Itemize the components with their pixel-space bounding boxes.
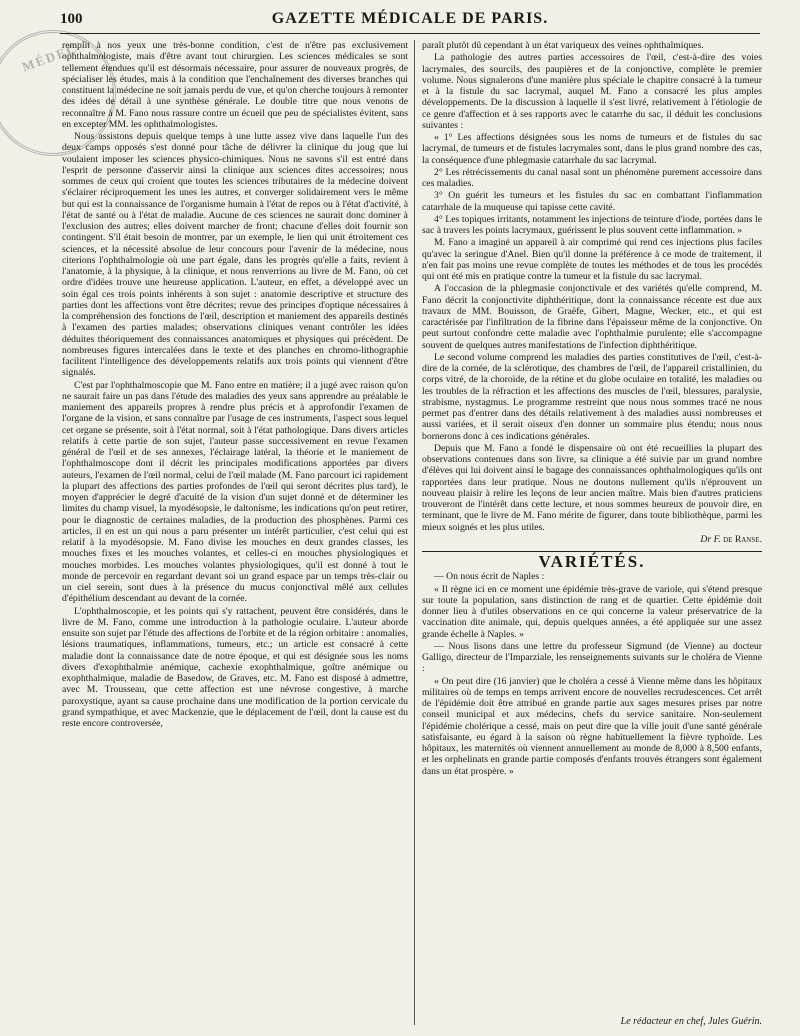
left-column [62, 40, 408, 729]
news-paragraph: « Il règne ici en ce moment une épidémie très-grave de variole, qui s'étend presque sur toute la population, sans distinction de rang et de quartier. Cette épidémie doit donner lieu à d'utiles observations en ce qui concerne la valeur préservatrice de la vaccination dite animale, qui, depuis quelques années, a été appliquée sur une assez grande échelle à Naples. » [422, 583, 762, 640]
stamp-text: MÉDEC [19, 40, 80, 75]
page-header [60, 10, 760, 32]
page-number: 100 [60, 11, 83, 27]
conclusion-4: 4° Les topiques irritants, notamment les injections de teinture d'iode, portées dans le sac à travers les points lacrymaux, guérissent le plus souvent cette inflammation. » [422, 213, 762, 236]
paragraph: remplit à nos yeux une très-bonne condition, c'est de n'être pas exclusivement ophthalmologiste, mais d'être avant tout chirurgien. Les sciences médicales se sont tellement étendues qu'il est désormais nécessaire, pour assurer de nouveaux progrès, de spécialiser les études, mais à la condition que l'enchaînement des diverses branches qui constituent la médecine ne soit jamais perdu de vue, et qu'on cherche toujours à remonter des idées de détail à une synthèse générale. Le double titre que nous venons de reconnaître à M. Fano nous rassure contre un écueil que peu de spécialistes évitent, sans en excepter MM. les ophthalmologistes. [62, 40, 408, 130]
paragraph: C'est par l'ophthalmoscopie que M. Fano entre en matière; il a jugé avec raison qu'on ne saurait faire un pas dans l'étude des maladies des yeux sans apprendre au préalable le maniement des appareils propres à rendre plus précis et à approfondir l'examen de l'organe de la vision, et sans connaître par l'usage de ces instruments, l'aspect sous lequel cet organe se présente, soit à l'état normal, soit à l'état pathologique. Dans divers articles relatifs à cette partie de son sujet, l'auteur passe successivement en revue l'examen général de l'œil et de ses annexes, l'éclairage latéral, la théorie et le maniement de l'ophthalmoscope dont il décrit les principales modifications apportées par divers auteurs, l'examen de l'œil normal, celui de l'œil malade (M. Fano parcourt ici rapidement la plupart des affections des parties profondes de l'œil qui seront décrites plus tard), le moyen d'apprécier le degré d'acuité de la vision d'un sujet donné et de déterminer les limites du champ visuel, la myodésopsie, le daltonisme, les indications qu'on peut retirer, pour le diagnostic de certaines maladies, de la production des phosphènes. Parmi ces articles, il en est un qui nous a paru présenter un intérêt particulier, c'est celui qui est relatif à la myodésopsie. M. Fano divise les mouches en deux grandes classes, les mouches fixes et les mouches volantes, et celles-ci en mouches physiologiques et mouches morbides. Les mouches volantes physiologiques, qu'il est donné à tout le monde de percevoir en regardant devant soi un grand espace par un temps très-clair ou un ciel serein, sont dues à la présence du mucus conjonctival mêlé aux cellules d'épithélium descendant au devant de la cornée. [62, 379, 408, 605]
news-paragraph: — On nous écrit de Naples : [434, 571, 545, 583]
paragraph: M. Fano a imaginé un appareil à air comprimé qui rend ces injections plus faciles qu'avec la seringue d'Anel. Bien qu'il donne la préférence à ce mode de traitement, il n'en fait pas moins une revue complète de toutes les méthodes et de tous les procédés qui ont été mis en pratique contre la tumeur et la fistule du sac lacrymal. [422, 237, 762, 282]
signature-name: de Ranse. [723, 533, 762, 545]
paragraph: Nous assistons depuis quelque temps à une lutte assez vive dans laquelle l'un des deux camps opposés s'est donné pour tâche de délivrer la clinique du joug que lui voulaient imposer les sciences physico-chimiques. Nous ne savons s'il est entré dans l'esprit de personne d'asservir ainsi la clinique aux sciences dites accessoires; nous sommes de ceux qui croient que toutes les sciences tributaires de la médecine doivent s'éclairer réciproquement les unes les autres, et converger solidairement vers le même but qui est la connaissance de l'organisme humain à l'état de repos ou à l'état d'activité, à l'état de santé ou à l'état de maladie. Aucune de ces sciences ne saurait donc dominer à l'exclusion des autres; elles doivent marcher de front; chacune d'elles doit fournir son contingent. S'il était besoin de montrer, par un exemple, le lien qui unit étroitement ces sciences, et la nécessité absolue de leur concours pour l'avenir de la médecine, nous citerions l'ophthalmologie où une part égale, dans les progrès qu'elle a faits, revient à l'anatomie, à la physique, à la clinique, et nous renverrions au livre de M. Fano, où cet ordre d'idées trouve une heureuse application. L'auteur, en effet, a développé avec un soin égal ces trois points inhérents à son sujet : anatomie descriptive et structure des parties dont les affections vont être décrites; revue des principes d'optique nécessaires à la compréhension des fonctions de l'œil, description et maniement des appareils destinés à l'examen des parties malades; observations cliniques venant contrôler les idées déduites théoriquement des connaissances anatomiques et physiques qui précèdent. De nombreuses figures intercalées dans le texte et des planches en chromo-lithographie facilitent l'intelligence des développements relatifs aux trois points qui viennent d'être signalés. [62, 131, 408, 379]
varietes-title: VARIÉTÉS. [538, 552, 646, 571]
editor-line: Le rédacteur en chef, Jules Guérin. [620, 1016, 762, 1027]
paragraph: Le second volume comprend les maladies des parties constitutives de l'œil, c'est-à-dire de la cornée, de la sclérotique, des chambres de l'œil, de l'appareil cristallinien, du corps vitré, de la choroïde, de la rétine et du globe oculaire en totalité, les maladies ou les troubles de la réfraction et les affections des muscles de l'œil, blessures, paralysie, strabisme, nystagmus. Le programme restreint que nous nous sommes tracé ne nous permet pas d'entrer dans des détails relativement à des maladies aussi nombreuses et aussi variées, et il serait oiseux d'en donner un sommaire plus étendu; nous nous bornerons donc à ces indications générales. [422, 351, 762, 442]
conclusion-3: 3° On guérit les tumeurs et les fistules du sac en combattant l'inflammation catarrhale de la muqueuse qui tapisse cette cavité. [422, 190, 762, 213]
news-paragraph: — Nous lisons dans une lettre du professeur Sigmund (de Vienne) au docteur Galligo, directeur de l'Imparziale, les renseignements suivants sur le choléra de Vienne : [422, 640, 762, 675]
conclusion-2: 2° Les rétrécissements du canal nasal sont un phénomène purement accessoire dans ces maladies. [422, 166, 762, 189]
paragraph: paraît plutôt dû cependant à un état variqueux des veines ophthalmiques. [422, 40, 704, 51]
paragraph: L'ophthalmoscopie, et les points qui s'y rattachent, peuvent être considérés, dans le livre de M. Fano, comme une introduction à la pathologie oculaire. L'auteur aborde ensuite son sujet par l'étude des affections de l'orbite et de la région orbitaire : anomalies, lésions traumatiques, inflammations, tumeurs, etc.; un article est consacré à cette maladie dont la connaissance date de notre époque, et qui est désignée sous les noms divers d'exophthalmie anémique, cachexie exophthalmique, goître anémique ou exophthalmique, maladie de Basedow, de Graves, etc. M. Fano est disposé à admettre, avec M. Trousseau, que cette affection est une névrose congestive, à marche paroxystique, ayant sa cause prochaine dans une modification de la portion cervicale du grand sympathique, et avec Mackenzie, que le déplacement de l'œil, dont la cause est du reste encore controversée, [62, 605, 408, 729]
header-rule [60, 33, 760, 34]
paragraph: A l'occasion de la phlegmasie conjonctivale et des variétés qu'elle comprend, M. Fano décrit la conjonctivite diphthéritique, dont la connaissance récente est due aux travaux de MM. Bouisson, de Graëfe, Gibert, Magne, Wecker, etc., et qui est caractérisée par l'infiltration de la fibrine dans l'épaisseur même de la conjonctive. On peut surtout confondre cette maladie avec l'ophthalmie purulente; elle s'accompagne souvent de quelques autres manifestations de l'infection diphthéritique. [422, 283, 762, 351]
journal-title: GAZETTE MÉDICALE DE PARIS. [271, 10, 549, 27]
paragraph: Depuis que M. Fano a fondé le dispensaire où ont été recueillies la plupart des observations contenues dans son livre, sa clinique a été suivie par un grand nombre d'élèves qui lui doivent ainsi le bagage des connaissances ophthalmologiques qu'ils ont rapportées dans leur pratique. Nous ne doutons nullement qu'ils n'éprouvent un nouveau plaisir à relire les leçons de leur ancien maître. Mais bien d'autres praticiens trouveront de l'intérêt dans cette lecture, et nous sommes heureux de pouvoir dire, en terminant, que le livre de M. Fano mérite de figurer, dans toute bibliothèque, parmi les mieux soignés et les plus utiles. [422, 442, 762, 533]
conclusion-1: « 1° Les affections désignées sous les noms de tumeurs et de fistules du sac lacrymal, de tumeurs et de fistules lacrymales sont, dans le plus grand nombre des cas, la conséquence d'une phlegmasie catarrhale du sac lacrymal. [422, 132, 762, 166]
author-signature [422, 534, 762, 545]
column-divider [414, 40, 415, 1025]
news-paragraph: « On peut dire (16 janvier) que le choléra a cessé à Vienne même dans les hôpitaux militaires où de temps en temps arrivent encore de nouvelles recrudescences. Cet arrêt de l'épidémie doit être attribué en grande partie aux sages mesures prises par notre conseil municipal et aux médecins, chefs du service sanitaire. Non-seulement l'épidémie cholérique a cessé, mais on peut dire que la ville jouit d'une santé générale satisfaisante, eu égard à la saison où règne habituellement la fièvre typhoïde. Les hôpitaux, les maternités où viennent annuellement au monde de 8,000 à 8,500 enfants, et les orphelinats en grande partie composés d'enfants trouvés étrangers sont également dans un état prospère. » [422, 675, 762, 777]
paragraph: La pathologie des autres parties accessoires de l'œil, c'est-à-dire des voies lacrymales, des sourcils, des paupières et de la conjonctive, complète le premier volume. Nous signalerons d'une manière plus spéciale le chapitre consacré à la tumeur et à la fistule du sac lacrymal, auquel M. Fano a consacré les plus amples développements. De la discussion à laquelle il s'est livré, relativement à l'étiologie de ce genre d'affection et à ses rapports avec le catarrhe du sac, il déduit les conclusions suivantes : [422, 52, 762, 131]
signature-prefix: Dr F. [700, 533, 721, 545]
right-column [422, 40, 762, 777]
